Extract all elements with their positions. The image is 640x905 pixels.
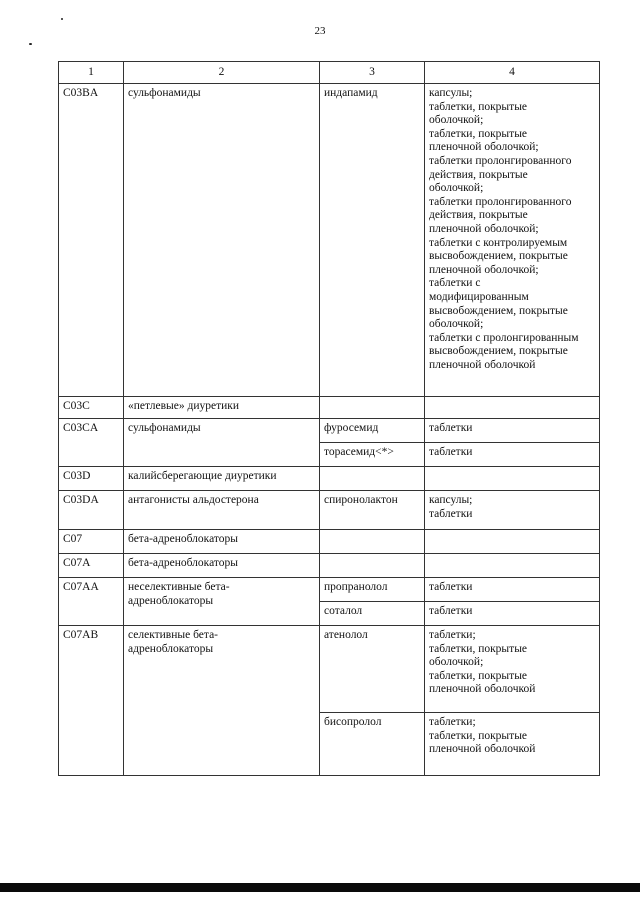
dosage-form-line: пленочной оболочкой; [429,222,539,235]
drug-name: бисопролол [320,713,425,776]
table-row [59,491,600,530]
drug-name: пропранолол [320,578,425,602]
dosage-form-line: таблетки, покрытые [429,729,528,742]
table-row [59,397,600,419]
group-name [124,419,320,467]
dosage-forms [425,397,600,419]
table-row [59,626,600,713]
drug-name: торасемид<*> [320,443,425,467]
dosage-form-line: пленочной оболочкой [429,358,536,371]
header-row [59,62,600,84]
column-header: 3 [320,62,425,84]
table-row [59,554,600,578]
atc-code: C03BA [59,84,124,397]
dosage-form-line: таблетки; [429,716,476,728]
dosage-form-line: таблетки пролонгированного [429,154,572,167]
group-name-line: бета-адреноблокаторы [128,557,238,569]
column-header: 2 [124,62,320,84]
dosage-form-line: оболочкой; [429,318,484,331]
dosage-form-line: таблетки, покрытые [429,669,528,682]
dosage-form-line: пленочной оболочкой [429,743,536,756]
dosage-form-line: пленочной оболочкой [429,683,536,696]
group-name-line: селективные бета- [128,629,219,641]
dosage-form-line: таблетки, покрытые [429,642,528,655]
atc-code: C03CA [59,419,124,467]
dosage-forms [425,419,600,443]
group-name [124,491,320,530]
atc-code: C07A [59,554,124,578]
atc-code: C03D [59,467,124,491]
dosage-form-line: оболочкой; [429,656,484,669]
drug-name: индапамид [320,84,425,397]
table-body [59,84,600,776]
atc-code: C07 [59,530,124,554]
dosage-forms [425,578,600,602]
dosage-form-line: действия, покрытые [429,168,528,181]
table-row [59,84,600,397]
dosage-forms [425,491,600,530]
dosage-form-line: таблетки [429,581,473,593]
dosage-form-line: таблетки, покрытые [429,100,528,113]
group-name [124,626,320,776]
page-number: 23 [314,25,326,37]
dosage-form-line: пленочной оболочкой; [429,263,539,276]
dosage-form-line: таблетки с контролируемым [429,236,568,249]
group-name-line: неселективные бета- [128,581,230,593]
column-header: 1 [59,62,124,84]
drug-name: соталол [320,602,425,626]
dosage-form-line: таблетки [429,422,473,434]
table-row [59,578,600,602]
drug-name [320,530,425,554]
scan-speck [29,43,32,45]
dosage-forms [425,443,600,467]
dosage-form-line: капсулы; [429,87,473,99]
group-name-line: «петлевые» диуретики [128,400,240,412]
group-name-line: калийсберегающие диуретики [128,470,277,482]
dosage-form-line: таблетки; [429,629,476,641]
page-bottom-bar [0,883,640,892]
drug-table [58,61,600,776]
group-name [124,397,320,419]
atc-code: C03DA [59,491,124,530]
group-name-line: адреноблокаторы [128,594,214,607]
group-name-line: сульфонамиды [128,87,201,99]
drug-name [320,554,425,578]
drug-name [320,467,425,491]
dosage-form-line: высвобождением, покрытые [429,345,568,358]
dosage-form-line: таблетки [429,605,473,617]
dosage-form-line: таблетки [429,446,473,458]
group-name-line: адреноблокаторы [128,642,214,655]
dosage-form-line: оболочкой; [429,114,484,127]
group-name [124,467,320,491]
dosage-form-line: таблетки, покрытые [429,127,528,140]
table-row [59,467,600,491]
column-header: 4 [425,62,600,84]
dosage-form-line: таблетки [429,507,473,520]
dosage-form-line: таблетки с пролонгированным [429,331,579,344]
dosage-forms [425,554,600,578]
dosage-forms [425,530,600,554]
group-name-line: бета-адреноблокаторы [128,533,238,545]
dosage-forms [425,84,600,397]
drug-name: фуросемид [320,419,425,443]
dosage-form-line: высвобождением, покрытые [429,250,568,263]
dosage-form-line: пленочной оболочкой; [429,141,539,154]
drug-name: атенолол [320,626,425,713]
dosage-form-line: капсулы; [429,494,473,506]
group-name [124,530,320,554]
scan-speck [61,18,63,20]
group-name [124,554,320,578]
group-name [124,578,320,626]
group-name [124,84,320,397]
dosage-forms [425,602,600,626]
group-name-line: сульфонамиды [128,422,201,434]
drug-name: спиронолактон [320,491,425,530]
dosage-form-line: модифицированным [429,290,529,303]
group-name-line: антагонисты альдостерона [128,494,259,506]
dosage-forms [425,713,600,776]
atc-code: C07AA [59,578,124,626]
atc-code: C07AB [59,626,124,776]
dosage-forms [425,467,600,491]
dosage-form-line: таблетки с [429,277,481,290]
dosage-form-line: высвобождением, покрытые [429,304,568,317]
drug-name [320,397,425,419]
atc-code: C03C [59,397,124,419]
table-row [59,530,600,554]
table-row [59,419,600,443]
dosage-form-line: оболочкой; [429,182,484,195]
dosage-form-line: таблетки пролонгированного [429,195,572,208]
dosage-forms [425,626,600,713]
dosage-form-line: действия, покрытые [429,209,528,222]
